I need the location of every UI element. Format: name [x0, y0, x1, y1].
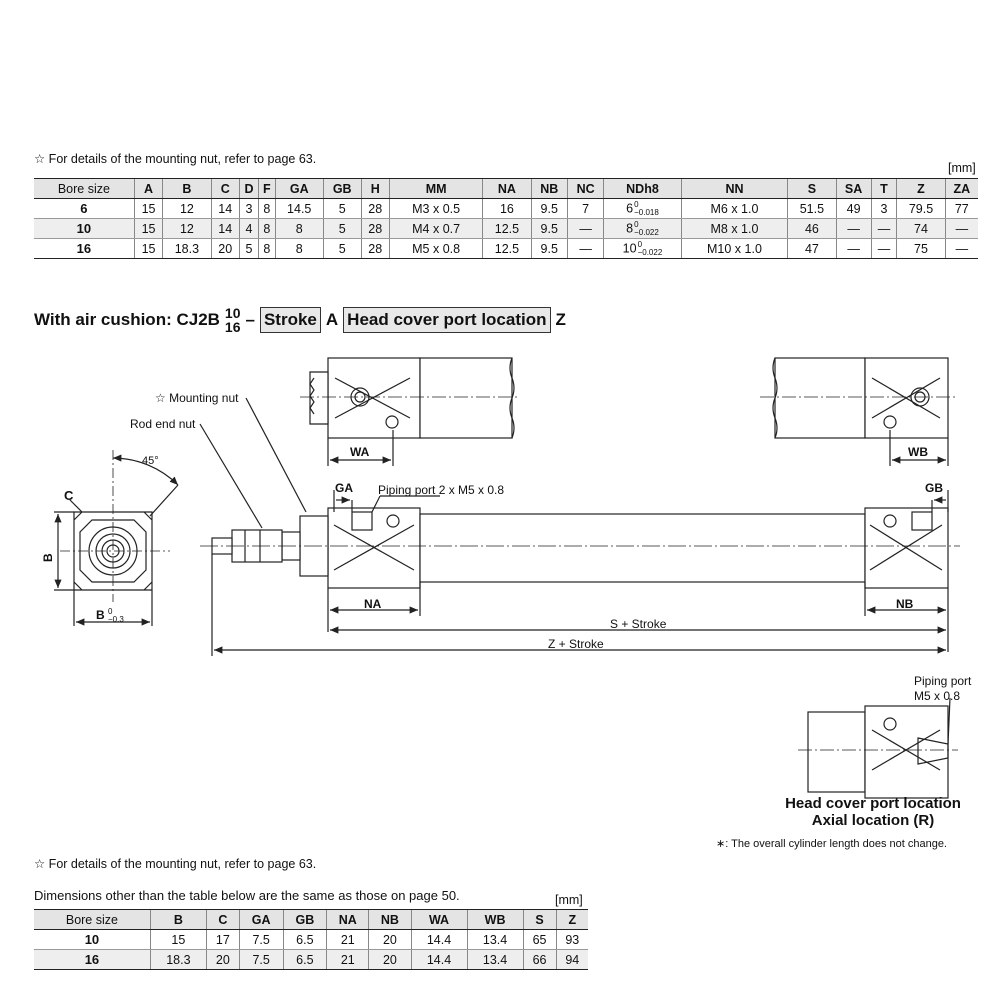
b-tol-lower: −0.3	[108, 615, 124, 624]
bore-fraction	[225, 306, 241, 334]
table-cell: 8	[275, 219, 323, 239]
table-cell: 66	[523, 950, 556, 970]
tolerance: 0 −0.022	[637, 239, 663, 257]
rod-end-nut-label: Rod end nut	[130, 417, 196, 431]
table-header-cell: GB	[323, 179, 361, 199]
table-cell: 12.5	[483, 239, 531, 259]
axial-piping-port-label: Piping port	[914, 674, 972, 688]
table-cell: 17	[206, 930, 239, 950]
table-header-cell: T	[871, 179, 897, 199]
axial-piping-port-size: M5 x 0.8	[914, 689, 961, 703]
table-cell: 10 0 −0.022	[604, 239, 681, 259]
table-cell: 10	[34, 219, 134, 239]
table-header-cell: NB	[369, 910, 411, 930]
table-header-cell: SA	[836, 179, 871, 199]
table-header-cell: C	[211, 179, 239, 199]
head-cover-port-box: Head cover port location	[343, 307, 550, 333]
table-header-cell: NN	[681, 179, 788, 199]
table-cell: 5	[323, 199, 361, 219]
b-bottom-label: B	[96, 608, 105, 622]
table-cell: 65	[523, 930, 556, 950]
table-cell: M6 x 1.0	[681, 199, 788, 219]
table-row	[34, 930, 588, 950]
table-cell: M8 x 1.0	[681, 219, 788, 239]
table-header-cell: Bore size	[34, 179, 134, 199]
table-cell: 12	[163, 199, 211, 219]
table-cell: 7.5	[239, 950, 283, 970]
table-header-cell: NDh8	[604, 179, 681, 199]
table-cell: 8	[275, 239, 323, 259]
table-cell: 12.5	[483, 219, 531, 239]
table-cell: 18.3	[163, 239, 211, 259]
table-header-cell: WA	[411, 910, 467, 930]
table-cell: 3	[871, 199, 897, 219]
table-cell: 21	[327, 950, 369, 970]
stroke-box: Stroke	[260, 307, 321, 333]
bottom-dimensions-table	[34, 909, 588, 970]
table-header-cell: Bore size	[34, 910, 150, 930]
table-header-cell: H	[361, 179, 389, 199]
table-cell: —	[871, 219, 897, 239]
table-header-cell: NA	[327, 910, 369, 930]
table-cell: 8 0 −0.022	[604, 219, 681, 239]
table-header-cell: C	[206, 910, 239, 930]
table-cell: 75	[897, 239, 945, 259]
table-row	[34, 199, 978, 219]
table-cell: 5	[323, 239, 361, 259]
table-header-cell: NB	[531, 179, 567, 199]
chamfer-c-label: C	[64, 488, 74, 503]
head-end-detail-view	[760, 358, 958, 438]
z-stroke-label: Z + Stroke	[548, 637, 604, 651]
table-cell: 79.5	[897, 199, 945, 219]
table-cell: 9.5	[531, 239, 567, 259]
table-header-cell: B	[163, 179, 211, 199]
table-cell: 15	[134, 199, 162, 219]
table-cell: 5	[323, 219, 361, 239]
table-header-row	[34, 910, 588, 930]
table-cell: 7	[567, 199, 603, 219]
table-cell: 93	[556, 930, 588, 950]
table-header-cell: GB	[283, 910, 327, 930]
table-cell: 7.5	[239, 930, 283, 950]
table-cell: —	[836, 239, 871, 259]
table-cell: 51.5	[788, 199, 836, 219]
bottom-unit-label: [mm]	[555, 893, 583, 907]
bore-option-10: 10	[224, 305, 241, 321]
bore-option-16: 16	[224, 319, 241, 335]
rod-end-view	[54, 450, 178, 626]
head-cover-caption	[770, 795, 976, 829]
table-cell: 13.4	[467, 950, 523, 970]
title-mid: A	[325, 310, 339, 329]
table-cell: 3	[239, 199, 258, 219]
caption-line1: Head cover port location	[785, 795, 961, 812]
table-cell: 28	[361, 239, 389, 259]
table-header-row	[34, 179, 978, 199]
table-cell: 20	[211, 239, 239, 259]
table-header-cell: F	[259, 179, 275, 199]
bottom-intro: Dimensions other than the table below are the same as those on page 50.	[34, 888, 460, 903]
b-side-label: B	[41, 553, 55, 562]
table-cell: 8	[259, 239, 275, 259]
table-cell: 18.3	[150, 950, 206, 970]
mounting-nut-label: ☆ Mounting nut	[155, 391, 239, 405]
na-label: NA	[364, 597, 382, 611]
top-dimensions-table	[34, 178, 978, 259]
table-cell: 10	[34, 930, 150, 950]
wb-label: WB	[908, 445, 928, 459]
table-cell: 6	[34, 199, 134, 219]
table-cell: M5 x 0.8	[389, 239, 482, 259]
nb-label: NB	[896, 597, 914, 611]
table-cell: 6.5	[283, 950, 327, 970]
table-header-cell: B	[150, 910, 206, 930]
table-header-cell: S	[523, 910, 556, 930]
model-title	[34, 306, 566, 334]
table-cell: 8	[259, 199, 275, 219]
table-cell: 8	[259, 219, 275, 239]
table-cell: —	[945, 219, 978, 239]
table-cell: 12	[163, 219, 211, 239]
table-cell: 14	[211, 219, 239, 239]
top-mounting-nut-note: ☆ For details of the mounting nut, refer to page 63.	[34, 152, 317, 166]
ga-label: GA	[335, 481, 353, 495]
title-dash: –	[245, 310, 255, 329]
table-cell: 4	[239, 219, 258, 239]
table-header-cell: ZA	[945, 179, 978, 199]
wa-label: WA	[350, 445, 370, 459]
title-prefix: With air cushion: CJ2B	[34, 310, 220, 329]
b-tol-upper: 0	[108, 607, 113, 616]
table-cell: —	[871, 239, 897, 259]
table-cell: 20	[369, 950, 411, 970]
table-cell: 15	[134, 239, 162, 259]
table-header-cell: NC	[567, 179, 603, 199]
table-cell: 16	[34, 950, 150, 970]
table-cell: —	[567, 239, 603, 259]
length-footnote: ∗: The overall cylinder length does not change.	[716, 838, 947, 850]
table-cell: 5	[239, 239, 258, 259]
s-stroke-label: S + Stroke	[610, 617, 667, 631]
table-cell: 14.4	[411, 930, 467, 950]
table-cell: M10 x 1.0	[681, 239, 788, 259]
table-row	[34, 950, 588, 970]
table-cell: 28	[361, 199, 389, 219]
table-cell: 20	[206, 950, 239, 970]
main-cylinder-view	[200, 508, 960, 588]
title-suffix: Z	[555, 310, 566, 329]
table-cell: 16	[34, 239, 134, 259]
axial-port-view	[798, 698, 958, 798]
table-header-cell: MM	[389, 179, 482, 199]
table-cell: 21	[327, 930, 369, 950]
table-cell: M4 x 0.7	[389, 219, 482, 239]
table-header-cell: Z	[556, 910, 588, 930]
table-cell: 77	[945, 199, 978, 219]
table-header-cell: Z	[897, 179, 945, 199]
table-cell: 15	[150, 930, 206, 950]
table-cell: 28	[361, 219, 389, 239]
bottom-mounting-nut-note: ☆ For details of the mounting nut, refer to page 63.	[34, 857, 317, 871]
table-cell: 16	[483, 199, 531, 219]
table-header-cell: WB	[467, 910, 523, 930]
table-cell: 15	[134, 219, 162, 239]
table-cell: 14	[211, 199, 239, 219]
rod-end-detail-view	[300, 358, 520, 438]
table-cell: M3 x 0.5	[389, 199, 482, 219]
table-cell: —	[836, 219, 871, 239]
gb-label: GB	[925, 481, 943, 495]
table-cell: 6 0 −0.018	[604, 199, 681, 219]
piping-port-label: Piping port 2 x M5 x 0.8	[378, 483, 505, 497]
table-header-cell: NA	[483, 179, 531, 199]
table-cell: 94	[556, 950, 588, 970]
top-unit-label: [mm]	[948, 161, 976, 175]
table-cell: 49	[836, 199, 871, 219]
table-cell: 14.5	[275, 199, 323, 219]
table-header-cell: GA	[275, 179, 323, 199]
table-cell: 46	[788, 219, 836, 239]
tolerance: 0 −0.018	[634, 199, 659, 217]
table-header-cell: S	[788, 179, 836, 199]
table-cell: —	[945, 239, 978, 259]
table-cell: 47	[788, 239, 836, 259]
tolerance: 0 −0.022	[634, 219, 659, 237]
table-cell: 9.5	[531, 199, 567, 219]
table-cell: 14.4	[411, 950, 467, 970]
table-row	[34, 239, 978, 259]
table-cell: —	[567, 219, 603, 239]
table-row	[34, 219, 978, 239]
table-cell: 20	[369, 930, 411, 950]
table-header-cell: GA	[239, 910, 283, 930]
table-cell: 13.4	[467, 930, 523, 950]
table-cell: 6.5	[283, 930, 327, 950]
caption-line2: Axial location (R)	[811, 812, 935, 829]
table-cell: 74	[897, 219, 945, 239]
table-header-cell: A	[134, 179, 162, 199]
table-cell: 9.5	[531, 219, 567, 239]
table-header-cell: D	[239, 179, 258, 199]
angle-label: 45°	[142, 455, 159, 467]
